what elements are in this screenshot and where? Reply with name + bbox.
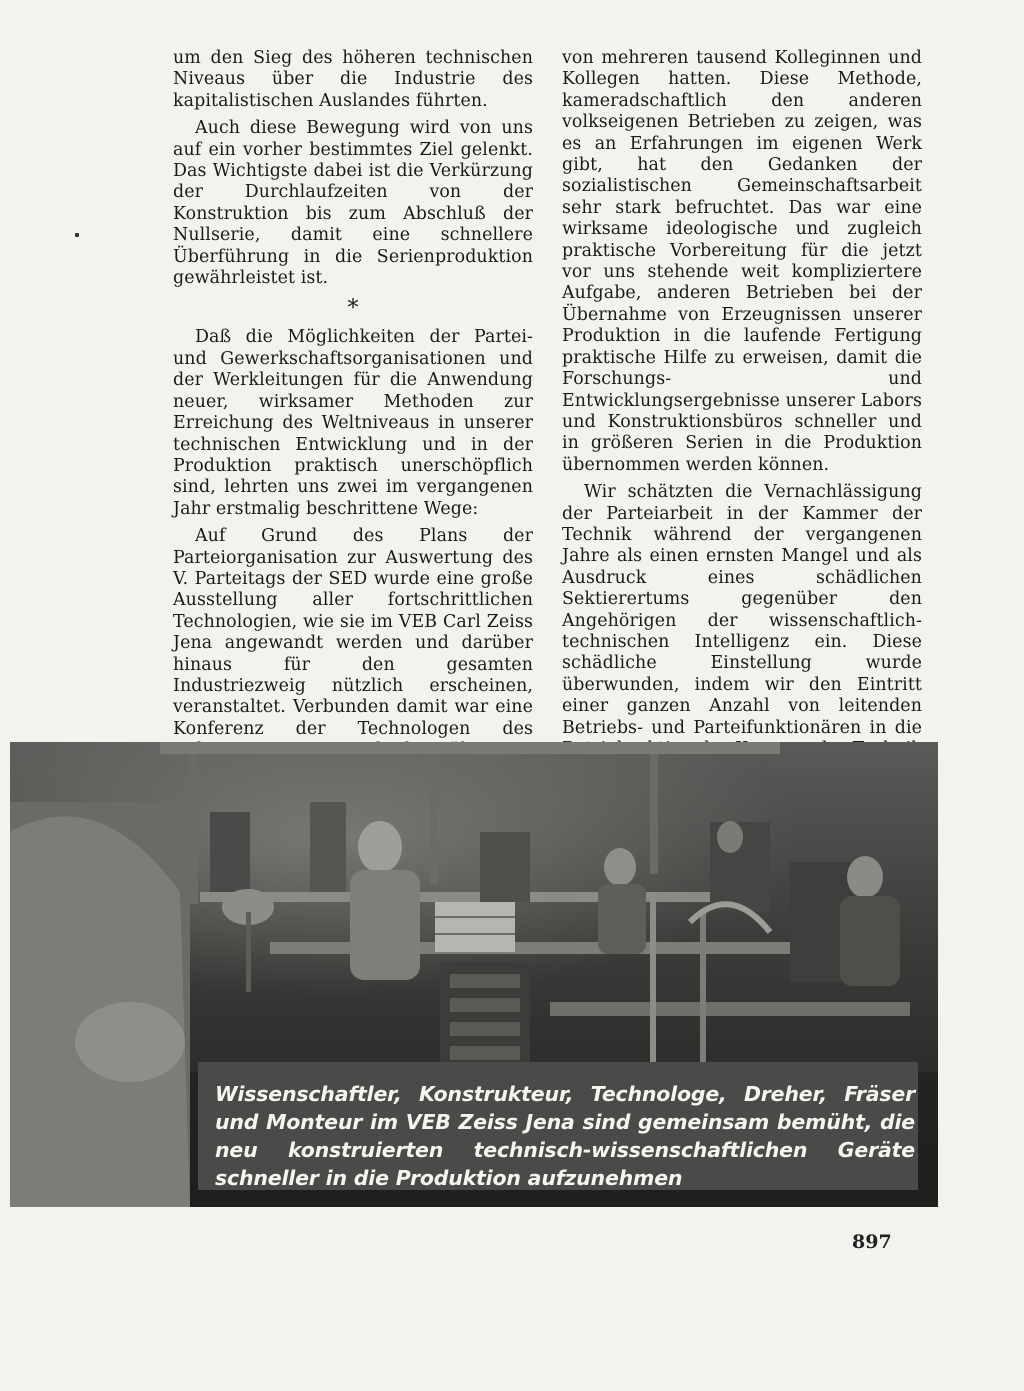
- section-separator: *: [347, 296, 359, 322]
- left-column: [173, 48, 533, 826]
- right-column: [562, 48, 922, 825]
- paragraph: Auf Grund des Plans der Parteiorganisation zur Auswertung des V. Parteitags der SED wurde eine große Ausstellung aller fortschrittlichen Technologien, wie sie im VEB Carl Zeiss Jena angewandt werden und darüber hinaus für den gesamten Industriezweig nützlich erscheinen, veranstaltet. Verbunden damit war eine Konferenz der Technologen des: [173, 526, 533, 739]
- paragraph: um den Sieg des höheren technischen Niveaus über die Industrie des kapitalistischen Auslandes führten.: [173, 48, 533, 111]
- photo-caption: Wissenschaftler, Konstrukteur, Technologe, Dreher, Fräser und Monteur im VEB Zeiss Jena sind gemeinsam bemüht, die neu konstruierten technisch-wissenschaftlichen Geräte schneller in die Produktion aufzunehmen: [215, 1082, 915, 1190]
- margin-mark: [75, 233, 79, 237]
- paragraph: Daß die Möglichkeiten der Partei- und Gewerkschaftsorganisationen und der Werkleitungen für die Anwendung neuer, wirksamer Methoden zur Erreichung des Weltniveaus in unserer technischen Entwicklung und in der Produktion praktisch unerschöpflich sind, lehrten uns zwei im vergangenen Jahr erstmalig beschrittene Wege:: [173, 327, 533, 519]
- page-number: 897: [852, 1231, 892, 1253]
- paragraph: von mehreren tausend Kolleginnen und Kollegen hatten. Diese Methode, kameradschaftlich den anderen volkseigenen Betrieben zu zeigen, was es an Erfahrungen im eigenen Werk gibt, hat den Gedanken der sozialistischen Gemeinschaftsarbeit sehr stark befruchtet. Das war eine wirksame ideologische und zugleich praktische Vorbereitung für die jetzt vor uns stehende weit kompliziertere Aufgabe, anderen Betrieben bei der Übernahme von Erzeugnissen unserer Produktion in die laufende Fertigung praktische Hilfe zu erweisen, damit die Forschungs- und Entwicklungsergebnisse unserer Labors und Konstruktionsbüros schneller und in größeren Serien in die Produktion übernommen werden können.: [562, 48, 922, 475]
- paragraph: Auch diese Bewegung wird von uns auf ein vorher bestimmtes Ziel gelenkt. Das Wichtigste dabei ist die Verkürzung der Durchlaufzeiten von der Konstruktion bis zum Abschluß der Nullserie, damit eine schnellere Überführung in die Serienproduktion gewährleistet ist.: [173, 118, 533, 289]
- paragraph: Wir schätzten die Vernachlässigung der Parteiarbeit in der Kammer der Technik während der vergangenen Jahre als einen ernsten Mangel und als Ausdruck eines schädlichen Sektierertums gegenüber den Angehörigen der wissenschaftlich-technischen Intelligenz ein. Diese schädliche Einstellung wurde überwunden, indem wir den Eintritt einer ganzen Anzahl von leitenden Betriebs- und Parteifunktionären in die: [562, 482, 922, 738]
